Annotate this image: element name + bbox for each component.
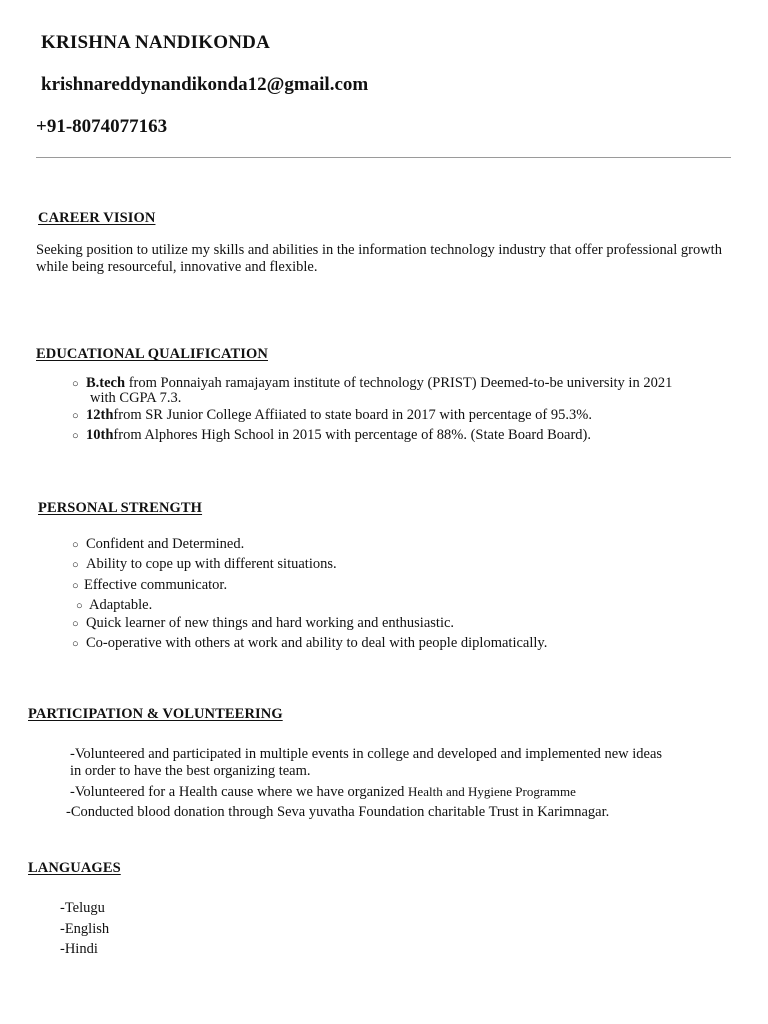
education-item-10th: [72, 427, 591, 444]
strength-text: Quick learner of new things and hard working and enthusiastic.: [86, 615, 455, 631]
degree-detail: from SR Junior College Affiiated to state board in 2017 with percentage of 95.3%.: [113, 407, 592, 423]
bullet-circle-icon: ○: [72, 618, 79, 630]
education-item-12th: [72, 407, 592, 424]
career-vision-heading: CAREER VISION: [38, 210, 156, 226]
strength-item: [72, 577, 227, 594]
strength-text: Confident and Determined.: [86, 536, 245, 552]
bullet-circle-icon: ○: [72, 559, 79, 571]
participation-health-programme: Health and Hygiene Programme: [408, 784, 576, 799]
strength-item: [76, 597, 152, 614]
personal-strength-heading: PERSONAL STRENGTH: [38, 500, 203, 516]
degree-detail: from Ponnaiyah ramajayam institute of technology (PRIST) Deemed-to-be university in 2021: [125, 375, 673, 391]
strength-text: Effective communicator.: [84, 577, 228, 593]
strength-item: [72, 615, 454, 632]
bullet-circle-icon: ○: [72, 410, 79, 422]
strength-item: [72, 635, 547, 652]
career-vision-text: Seeking position to utilize my skills and abilities in the information technology industry that offer professional growth while being resourceful, innovative and flexible.: [36, 242, 722, 275]
degree-label: 10th: [86, 427, 114, 443]
degree-label: 12th: [86, 407, 114, 423]
language-item: -Telugu: [60, 900, 105, 916]
language-item: -English: [60, 921, 110, 937]
language-item: -Hindi: [60, 941, 98, 957]
education-item-btech-continuation: with CGPA 7.3.: [90, 390, 182, 406]
phone-number: +91-8074077163: [36, 116, 168, 137]
strength-item: [72, 536, 244, 553]
header-divider: [36, 157, 731, 158]
bullet-circle-icon: ○: [72, 638, 79, 650]
participation-item-events: -Volunteered and participated in multiple events in college and developed and implemented new ideas: [70, 746, 663, 762]
bullet-circle-icon: ○: [72, 378, 79, 390]
participation-health-text: -Volunteered for a Health cause where we have organized: [70, 784, 409, 800]
degree-label: B.tech: [86, 375, 126, 391]
degree-detail: from Alphores High School in 2015 with percentage of 88%. (State Board Board).: [113, 427, 591, 443]
bullet-circle-icon: ○: [72, 580, 79, 592]
strength-text: Co-operative with others at work and ability to deal with people diplomatically.: [86, 635, 548, 651]
participation-item-health: [70, 784, 576, 801]
candidate-name: KRISHNA NANDIKONDA: [41, 32, 270, 53]
participation-item-events-continuation: in order to have the best organizing team.: [70, 763, 311, 779]
strength-item: [72, 556, 337, 573]
bullet-circle-icon: ○: [72, 430, 79, 442]
strength-text: Adaptable.: [89, 597, 153, 613]
participation-heading: PARTICIPATION & VOLUNTEERING: [28, 706, 283, 722]
participation-item-blood-donation: -Conducted blood donation through Seva yuvatha Foundation charitable Trust in Karimnagar.: [66, 804, 610, 820]
bullet-circle-icon: ○: [76, 600, 83, 612]
education-heading: EDUCATIONAL QUALIFICATION: [36, 346, 268, 362]
email-address: krishnareddynandikonda12@gmail.com: [41, 74, 369, 95]
languages-heading: LANGUAGES: [28, 860, 121, 876]
bullet-circle-icon: ○: [72, 539, 79, 551]
strength-text: Ability to cope up with different situations.: [86, 556, 337, 572]
